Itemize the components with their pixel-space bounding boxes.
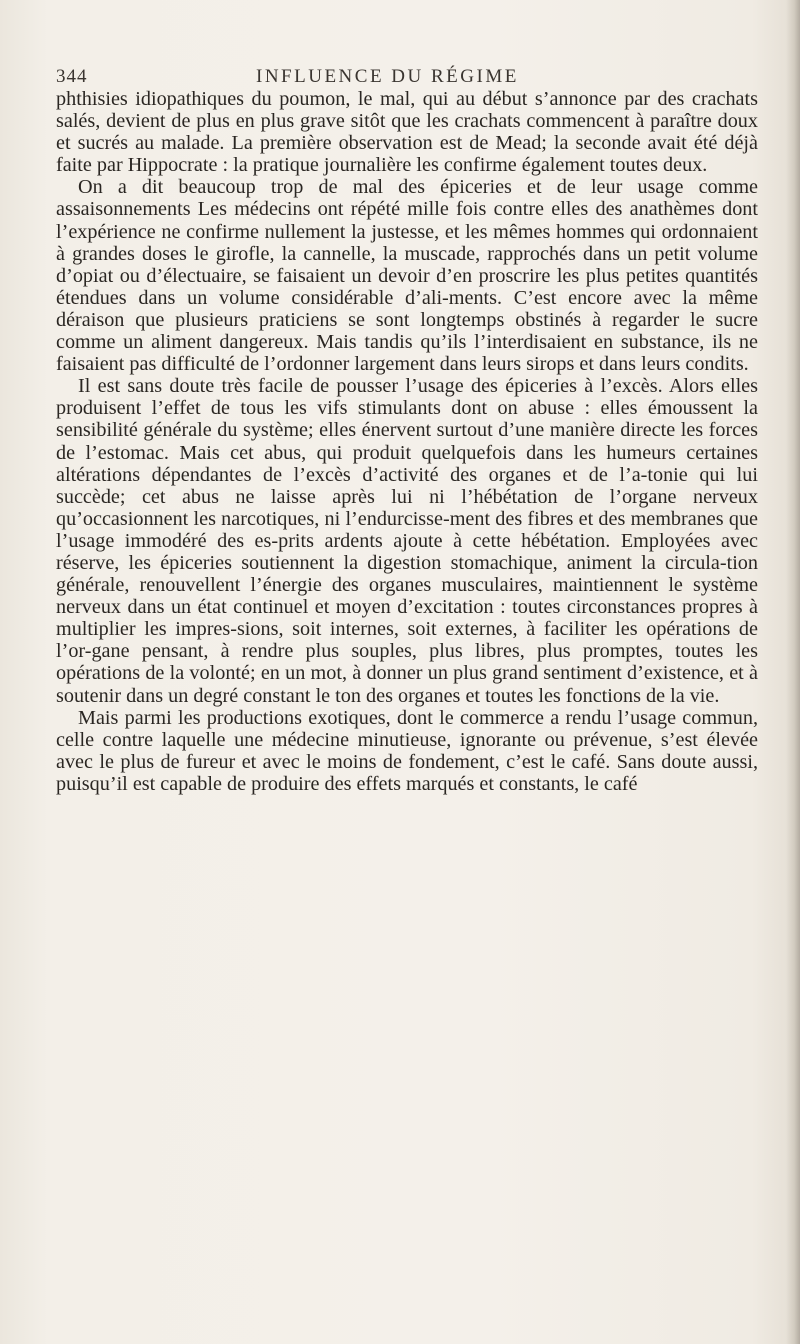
paragraph-3: Il est sans doute très facile de pousser l’usage des épiceries à l’excès. Alors elles produisent l’effet de tous les vifs stimulants dont on abuse : elles émoussent la sensibilité générale du système; elles énervent surtout d’une manière directe les forces de l’estomac. Mais cet abus, qui produit quelquefois dans les humeurs certaines altérations dépendantes de l’excès d’activité des organes et de l’a-tonie qui lui succède; cet abus ne laisse après lui ni l’hébétation de l’organe nerveux qu’occasionnent les narcotiques, ni l’endurcisse-ment des fibres et des membranes que l’usage immodéré des es-prits ardents ajoute à cette hébétation. Employées avec réserve, les épiceries soutiennent la digestion stomachique, animent la circula-tion générale, renouvellent l’énergie des organes musculaires, maintiennent le système nerveux dans un état continuel et moyen d’excitation : toutes circonstances propres à multiplier les impres-sions, soit internes, soit externes, à faciliter les opérations de l’or-gane pensant, à rendre plus souples, plus libres, plus promptes, toutes les opérations de la volonté; en un mot, à donner un plus grand sentiment d’existence, et à soutenir dans un degré constant le ton des organes et toutes les fonctions de la vie. xyxy=(56,375,758,707)
paragraph-4: Mais parmi les productions exotiques, dont le commerce a rendu l’usage commun, celle contre laquelle une médecine minutieuse, ignorante ou prévenue, s’est élevée avec le plus de fureur et avec le moins de fondement, c’est le café. Sans doute aussi, puisqu’il est capable de produire des effets marqués et constants, le café xyxy=(56,706,758,795)
paragraph-1: phthisies idiopathiques du poumon, le mal, qui au début s’annonce par des crachats salés, devient de plus en plus grave sitôt que les crachats commencent à paraître doux et sucrés au malade. La première observation est de Mead; la seconde avait été déjà faite par Hippocrate : la pratique journalière les confirme également toutes deux. xyxy=(56,88,758,177)
page-number: 344 xyxy=(56,66,88,87)
page-edge-shadow xyxy=(786,0,800,1344)
running-title: INFLUENCE DU RÉGIME xyxy=(256,66,519,87)
paragraph-2: On a dit beaucoup trop de mal des épiceries et de leur usage comme assaisonnements Les médecins ont répété mille fois contre elles des anathèmes dont l’expérience ne confirme nullement la justesse, et les mêmes hommes qui ordonnaient à grandes doses le girofle, la cannelle, la muscade, rapprochés dans un petit volume d’opiat ou d’électuaire, se faisaient un devoir d’en proscrire les plus petites quantités étendues dans un volume considérable d’ali-ments. C’est encore avec la même déraison que plusieurs praticiens se sont longtemps obstinés à regarder le sucre comme un aliment dangereux. Mais tandis qu’ils l’interdisaient en substance, ils ne faisaient pas difficulté de l’ordonner largement dans leurs sirops et dans leurs condits. xyxy=(56,176,758,376)
body-text xyxy=(56,88,758,795)
